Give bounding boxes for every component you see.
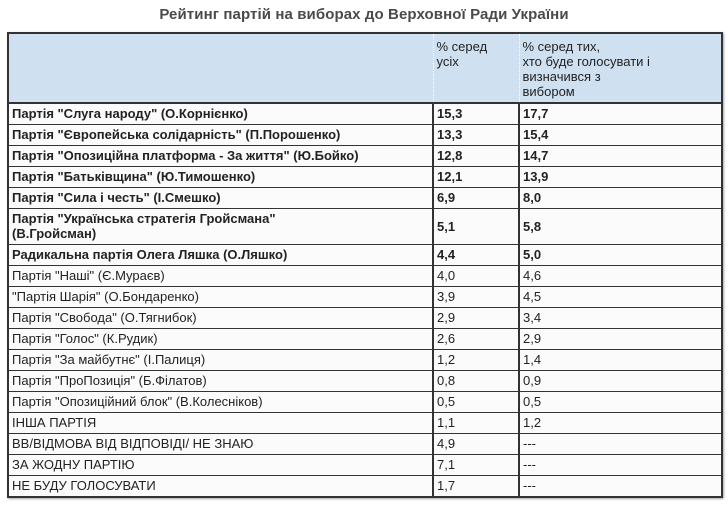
percent-decided: 2,9 <box>519 329 722 350</box>
percent-all: 1,2 <box>433 350 519 371</box>
header-percent-decided <box>519 33 722 103</box>
party-name: Партія "ПроПозиція" (Б.Філатов) <box>8 371 433 392</box>
table-row <box>8 371 722 392</box>
party-name: Партія "Опозиційний блок" (В.Колесніков) <box>8 392 433 413</box>
table-row <box>8 329 722 350</box>
percent-decided: --- <box>519 476 722 498</box>
header-line: хто буде голосувати і визначився з <box>522 54 650 84</box>
percent-all: 1,1 <box>433 413 519 434</box>
percent-all: 12,1 <box>433 167 519 188</box>
percent-decided: 1,2 <box>519 413 722 434</box>
percent-all: 3,9 <box>433 287 519 308</box>
table-header-row <box>8 33 722 103</box>
party-name: ІНША ПАРТІЯ <box>8 413 433 434</box>
table-row <box>8 392 722 413</box>
percent-decided: 8,0 <box>519 188 722 209</box>
party-name: ВВ/ВІДМОВА ВІД ВІДПОВІДІ/ НЕ ЗНАЮ <box>8 434 433 455</box>
percent-all: 13,3 <box>433 125 519 146</box>
table-row <box>8 455 722 476</box>
percent-all: 7,1 <box>433 455 519 476</box>
percent-decided: 13,9 <box>519 167 722 188</box>
percent-all: 2,9 <box>433 308 519 329</box>
table-row <box>8 245 722 266</box>
party-name: Партія "Опозиційна платформа - За життя" (Ю.Бойко) <box>8 146 433 167</box>
header-line: % серед тих, <box>522 39 601 54</box>
percent-decided: 17,7 <box>519 103 722 125</box>
party-name: "Партія Шарія" (О.Бондаренко) <box>8 287 433 308</box>
percent-all: 5,1 <box>433 209 519 245</box>
percent-decided: 0,5 <box>519 392 722 413</box>
percent-decided: 15,4 <box>519 125 722 146</box>
header-line: усіх <box>436 54 459 69</box>
percent-decided: --- <box>519 434 722 455</box>
percent-decided: 1,4 <box>519 350 722 371</box>
party-name: Партія "Голос" (К.Рудик) <box>8 329 433 350</box>
party-name: ЗА ЖОДНУ ПАРТІЮ <box>8 455 433 476</box>
percent-decided: 3,4 <box>519 308 722 329</box>
percent-decided: 4,5 <box>519 287 722 308</box>
percent-all: 0,5 <box>433 392 519 413</box>
percent-all: 6,9 <box>433 188 519 209</box>
party-name: НЕ БУДУ ГОЛОСУВАТИ <box>8 476 433 498</box>
header-party <box>8 33 433 103</box>
table-row <box>8 209 722 245</box>
percent-all: 4,0 <box>433 266 519 287</box>
percent-all: 12,8 <box>433 146 519 167</box>
table-row <box>8 350 722 371</box>
percent-all: 15,3 <box>433 103 519 125</box>
percent-decided: 4,6 <box>519 266 722 287</box>
table-row <box>8 125 722 146</box>
percent-decided: --- <box>519 455 722 476</box>
table-row <box>8 103 722 125</box>
table-row <box>8 146 722 167</box>
table-row <box>8 434 722 455</box>
table-row <box>8 308 722 329</box>
party-name: Партія "Наші" (Є.Мураєв) <box>8 266 433 287</box>
percent-all: 1,7 <box>433 476 519 498</box>
party-name: Партія "Свобода" (О.Тягнибок) <box>8 308 433 329</box>
page-title: Рейтинг партій на виборах до Верховної Ради України <box>159 6 569 23</box>
percent-decided: 14,7 <box>519 146 722 167</box>
party-name: Партія "Українська стратегія Гройсмана" (В.Гройсман) <box>8 209 433 245</box>
table-row <box>8 266 722 287</box>
percent-all: 0,8 <box>433 371 519 392</box>
table-row <box>8 287 722 308</box>
table-row <box>8 413 722 434</box>
party-name: Партія "Сила і честь" (І.Смешко) <box>8 188 433 209</box>
percent-decided: 5,0 <box>519 245 722 266</box>
percent-all: 4,9 <box>433 434 519 455</box>
party-name: Партія "Слуга народу" (О.Корнієнко) <box>8 103 433 125</box>
party-name: Партія "Європейська солідарність" (П.Порошенко) <box>8 125 433 146</box>
party-name: Партія "Батьківщина" (Ю.Тимошенко) <box>8 167 433 188</box>
percent-decided: 5,8 <box>519 209 722 245</box>
party-rating-table <box>7 32 723 498</box>
header-line: вибором <box>522 84 575 99</box>
table-row <box>8 167 722 188</box>
percent-all: 4,4 <box>433 245 519 266</box>
party-name: Партія "За майбутнє" (І.Палиця) <box>8 350 433 371</box>
header-percent-all <box>433 33 519 103</box>
party-name: Радикальна партія Олега Ляшка (О.Ляшко) <box>8 245 433 266</box>
table-row <box>8 188 722 209</box>
table-row <box>8 476 722 498</box>
header-line: % серед <box>436 39 488 54</box>
percent-decided: 0,9 <box>519 371 722 392</box>
percent-all: 2,6 <box>433 329 519 350</box>
